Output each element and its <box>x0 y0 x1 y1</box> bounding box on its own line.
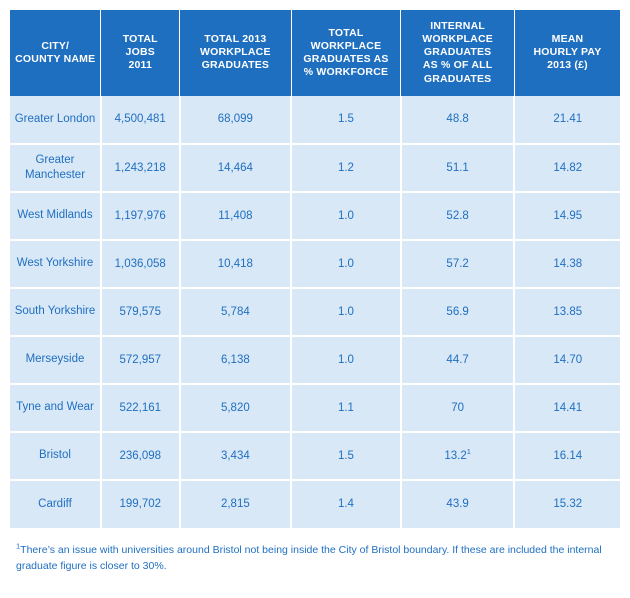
cell-mean-hourly-pay: 14.38 <box>514 240 620 288</box>
table-row <box>10 144 620 192</box>
cell-internal-graduates-pct: 48.8 <box>401 96 515 144</box>
table-row <box>10 96 620 144</box>
cell-internal-graduates-pct <box>401 432 515 480</box>
cell-internal-graduates-pct: 52.8 <box>401 192 515 240</box>
footnote-marker: 1 <box>16 541 21 551</box>
header-line: GRADUATES AS <box>303 52 389 65</box>
header-line: GRADUATES <box>423 72 492 85</box>
column-header-city-county-name <box>10 10 101 96</box>
cell-mean-hourly-pay: 13.85 <box>514 288 620 336</box>
cell-total-graduates: 5,784 <box>180 288 292 336</box>
footnote-text: There’s an issue with universities around Bristol not being inside the City of Bristol boundary. If these are included the internal graduate figure is closer to 30%. <box>16 543 602 573</box>
header-line: INTERNAL <box>430 20 485 32</box>
header-line: WORKPLACE <box>422 33 493 46</box>
cell-city-name: Cardiff <box>10 480 101 528</box>
cell-graduates-pct-workforce: 1.2 <box>291 144 401 192</box>
table-row <box>10 432 620 480</box>
cell-total-graduates: 2,815 <box>180 480 292 528</box>
header-line: TOTAL <box>328 26 364 39</box>
header-line: TOTAL <box>122 33 158 46</box>
cell-graduates-pct-workforce: 1.0 <box>291 240 401 288</box>
cell-total-jobs: 236,098 <box>101 432 180 480</box>
cell-total-graduates: 68,099 <box>180 96 292 144</box>
cell-total-graduates: 6,138 <box>180 336 292 384</box>
cell-mean-hourly-pay: 14.70 <box>514 336 620 384</box>
table-row <box>10 240 620 288</box>
cell-internal-graduates-pct: 56.9 <box>401 288 515 336</box>
table-footnote <box>10 542 620 576</box>
cell-total-jobs: 199,702 <box>101 480 180 528</box>
graduates-statistics-table <box>10 10 620 528</box>
header-line: GRADUATES <box>201 59 270 72</box>
cell-internal-graduates-pct: 43.9 <box>401 480 515 528</box>
cell-internal-graduates-pct: 51.1 <box>401 144 515 192</box>
cell-total-jobs: 1,243,218 <box>101 144 180 192</box>
header-line: AS % OF ALL <box>422 59 493 72</box>
cell-total-jobs: 572,957 <box>101 336 180 384</box>
cell-total-jobs: 579,575 <box>101 288 180 336</box>
header-line: TOTAL 2013 <box>204 33 267 46</box>
header-line: WORKPLACE <box>310 39 382 52</box>
cell-mean-hourly-pay: 14.82 <box>514 144 620 192</box>
cell-total-graduates: 14,464 <box>180 144 292 192</box>
header-line: GRADUATES <box>423 46 492 59</box>
cell-city-name: Greater London <box>10 96 101 144</box>
cell-city-name: West Midlands <box>10 192 101 240</box>
column-header-workplace-graduates-pct-workforce <box>291 10 401 96</box>
cell-total-graduates: 3,434 <box>180 432 292 480</box>
cell-city-name: Merseyside <box>10 336 101 384</box>
header-line: 2013 (£) <box>547 59 588 72</box>
cell-graduates-pct-workforce: 1.1 <box>291 384 401 432</box>
cell-total-graduates: 10,418 <box>180 240 292 288</box>
cell-mean-hourly-pay: 16.14 <box>514 432 620 480</box>
table-row <box>10 192 620 240</box>
cell-city-name: Bristol <box>10 432 101 480</box>
cell-graduates-pct-workforce: 1.0 <box>291 192 401 240</box>
table-row <box>10 288 620 336</box>
header-line: COUNTY NAME <box>15 52 96 65</box>
header-line: MEAN <box>551 33 584 46</box>
cell-city-name: Greater Manchester <box>10 144 101 192</box>
table-header <box>10 10 620 96</box>
column-header-total-2013-workplace-graduates <box>180 10 292 96</box>
cell-total-graduates: 5,820 <box>180 384 292 432</box>
cell-total-jobs: 1,197,976 <box>101 192 180 240</box>
cell-mean-hourly-pay: 15.32 <box>514 480 620 528</box>
header-line: WORKPLACE <box>200 46 271 59</box>
cell-graduates-pct-workforce: 1.4 <box>291 480 401 528</box>
cell-total-jobs: 522,161 <box>101 384 180 432</box>
cell-mean-hourly-pay: 21.41 <box>514 96 620 144</box>
cell-mean-hourly-pay: 14.41 <box>514 384 620 432</box>
table-row <box>10 384 620 432</box>
cell-graduates-pct-workforce: 1.0 <box>291 288 401 336</box>
cell-city-name: South Yorkshire <box>10 288 101 336</box>
column-header-total-jobs-2011 <box>101 10 180 96</box>
cell-total-jobs: 1,036,058 <box>101 240 180 288</box>
cell-mean-hourly-pay: 14.95 <box>514 192 620 240</box>
cell-internal-graduates-pct: 70 <box>401 384 515 432</box>
column-header-mean-hourly-pay-2013 <box>514 10 620 96</box>
header-line: HOURLY PAY <box>533 46 602 59</box>
table-row <box>10 480 620 528</box>
footnote-marker: 1 <box>466 446 471 456</box>
header-line: JOBS <box>125 46 155 59</box>
header-line: % WORKFORCE <box>303 65 389 78</box>
cell-value: 13.2 <box>444 449 467 462</box>
table-header-row <box>10 10 620 96</box>
cell-city-name: Tyne and Wear <box>10 384 101 432</box>
header-line: CITY/ <box>41 39 70 52</box>
column-header-internal-workplace-graduates-pct <box>401 10 515 96</box>
cell-graduates-pct-workforce: 1.5 <box>291 96 401 144</box>
cell-total-graduates: 11,408 <box>180 192 292 240</box>
table-body <box>10 96 620 528</box>
cell-graduates-pct-workforce: 1.5 <box>291 432 401 480</box>
header-line: 2011 <box>128 59 153 72</box>
table-row <box>10 336 620 384</box>
cell-city-name: West Yorkshire <box>10 240 101 288</box>
cell-graduates-pct-workforce: 1.0 <box>291 336 401 384</box>
cell-total-jobs: 4,500,481 <box>101 96 180 144</box>
cell-internal-graduates-pct: 57.2 <box>401 240 515 288</box>
cell-internal-graduates-pct: 44.7 <box>401 336 515 384</box>
